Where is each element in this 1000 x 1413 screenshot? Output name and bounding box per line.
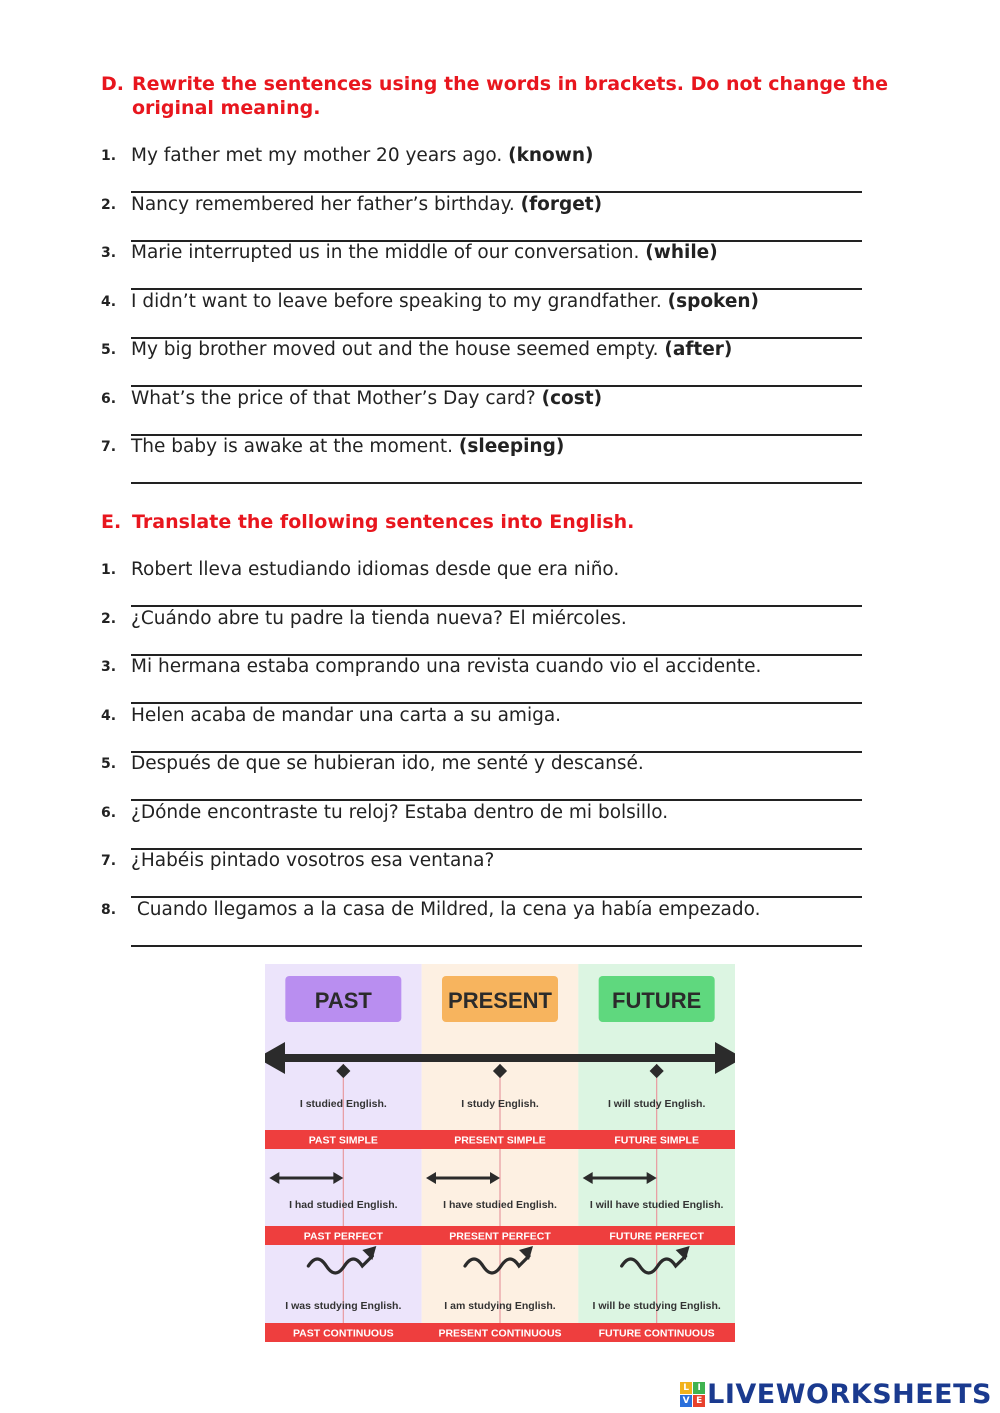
item-number: 7. — [101, 439, 117, 455]
section-e-item-1 — [101, 559, 871, 607]
logo-tile: L — [680, 1382, 692, 1394]
tense-label: FUTURE CONTINUOUS — [598, 1327, 715, 1340]
sentence-text: Helen acaba de mandar una carta a su amiga. — [131, 704, 562, 726]
sentence-text: My father met my mother 20 years ago. — [131, 145, 509, 166]
tense-label: PAST CONTINUOUS — [292, 1327, 394, 1340]
tense-timeline-chart — [265, 964, 735, 1342]
tense-title: FUTURE — [612, 988, 702, 1013]
tense-title: PRESENT — [448, 988, 552, 1013]
simple-example: I studied English. — [299, 1098, 387, 1110]
answer-input[interactable] — [131, 828, 862, 850]
tense-label: PAST SIMPLE — [308, 1134, 378, 1147]
section-e-item-4 — [101, 705, 871, 753]
tense-label: FUTURE SIMPLE — [614, 1134, 699, 1147]
bracket-keyword: (while) — [645, 242, 718, 263]
tense-label: PRESENT CONTINUOUS — [438, 1327, 562, 1340]
tense-title: PAST — [314, 988, 372, 1013]
section-e-item-6 — [101, 802, 871, 850]
section-d-letter: D. — [101, 73, 124, 95]
item-sentence — [131, 559, 619, 581]
bracket-keyword: (forget) — [520, 193, 603, 215]
sentence-text: ¿Habéis pintado vosotros esa ventana? — [131, 850, 495, 871]
answer-input[interactable] — [131, 585, 862, 607]
item-sentence — [131, 242, 718, 264]
sentence-text: ¿Dónde encontraste tu reloj? Estaba dentro de mi bolsillo. — [131, 801, 669, 823]
bracket-keyword: (after) — [664, 339, 733, 360]
sentence-text: My big brother moved out and the house seemed empty. — [131, 339, 665, 360]
perfect-example: I have studied English. — [443, 1199, 557, 1211]
section-e-item-2 — [101, 608, 871, 656]
answer-input[interactable] — [131, 414, 862, 436]
item-number: 2. — [101, 196, 117, 213]
bracket-keyword: (sleeping) — [458, 436, 565, 457]
brand-name: LIVEWORKSHEETS — [707, 1378, 992, 1410]
item-sentence — [131, 802, 668, 824]
section-e-item-5 — [101, 753, 871, 801]
sentence-text: ¿Cuándo abre tu padre la tienda nueva? El miércoles. — [131, 607, 627, 629]
item-sentence — [131, 899, 761, 921]
item-sentence — [131, 145, 593, 167]
answer-input[interactable] — [131, 220, 862, 242]
logo-tile: E — [693, 1395, 705, 1407]
answer-input[interactable] — [131, 682, 862, 704]
sentence-text: Mi hermana estaba comprando una revista cuando vio el accidente. — [131, 656, 762, 677]
perfect-example: I will have studied English. — [589, 1199, 724, 1211]
liveworksheets-logo-icon — [680, 1382, 705, 1407]
answer-input[interactable] — [131, 876, 862, 898]
sentence-text: Nancy remembered her father’s birthday. — [131, 193, 521, 215]
sentence-text: The baby is awake at the moment. — [131, 436, 459, 457]
section-d-item-3 — [101, 242, 871, 290]
sentence-text: I didn’t want to leave before speaking to my grandfather. — [131, 290, 668, 312]
bracket-keyword: (spoken) — [667, 290, 760, 312]
answer-input[interactable] — [131, 317, 862, 339]
section-e-item-3 — [101, 656, 871, 704]
continuous-example: I will be studying English. — [592, 1300, 721, 1312]
section-d-item-5 — [101, 339, 871, 387]
answer-input[interactable] — [131, 731, 862, 753]
bracket-keyword: (known) — [508, 145, 594, 166]
item-sentence — [131, 705, 561, 727]
item-number: 2. — [101, 610, 117, 627]
item-sentence — [131, 388, 602, 410]
item-sentence — [131, 194, 602, 216]
item-number: 6. — [101, 390, 117, 407]
section-d-item-4 — [101, 291, 871, 339]
section-e-item-7 — [101, 850, 871, 898]
item-number: 1. — [101, 562, 117, 578]
simple-example: I study English. — [461, 1098, 539, 1110]
item-sentence — [131, 608, 627, 630]
answer-input[interactable] — [131, 365, 862, 387]
item-number: 3. — [101, 245, 117, 261]
item-sentence — [131, 850, 494, 872]
answer-input[interactable] — [131, 925, 862, 947]
continuous-example: I am studying English. — [444, 1300, 556, 1312]
item-number: 7. — [101, 853, 117, 869]
item-sentence — [131, 291, 759, 313]
sentence-text: Después de que se hubieran ido, me senté y descansé. — [131, 753, 644, 774]
item-number: 1. — [101, 148, 117, 164]
answer-input[interactable] — [131, 634, 862, 656]
answer-input[interactable] — [131, 779, 862, 801]
item-number: 6. — [101, 804, 117, 821]
sentence-text: Marie interrupted us in the middle of our conversation. — [131, 242, 646, 263]
section-d-instruction: Rewrite the sentences using the words in brackets. Do not change the original meaning. — [132, 73, 889, 119]
section-d-item-6 — [101, 388, 871, 436]
perfect-example: I had studied English. — [289, 1199, 398, 1211]
item-sentence — [131, 339, 732, 361]
answer-input[interactable] — [131, 171, 862, 193]
continuous-example: I was studying English. — [285, 1300, 402, 1312]
item-number: 3. — [101, 659, 117, 675]
logo-tile: V — [680, 1395, 692, 1407]
tense-label: PRESENT PERFECT — [449, 1230, 551, 1243]
item-sentence — [131, 753, 644, 775]
logo-tile: I — [693, 1382, 705, 1394]
section-e-letter: E. — [101, 511, 122, 533]
tense-label: FUTURE PERFECT — [609, 1230, 704, 1243]
liveworksheets-brand — [680, 1378, 992, 1410]
answer-input[interactable] — [131, 462, 862, 484]
tense-label: PAST PERFECT — [303, 1230, 383, 1243]
sentence-text: Cuando llegamos a la casa de Mildred, la cena ya había empezado. — [131, 898, 761, 920]
section-e-instruction: Translate the following sentences into English. — [132, 511, 635, 533]
answer-input[interactable] — [131, 268, 862, 290]
item-number: 4. — [101, 707, 117, 724]
simple-example: I will study English. — [607, 1098, 706, 1110]
sentence-text: What’s the price of that Mother’s Day card? — [131, 387, 542, 409]
item-sentence — [131, 436, 564, 458]
section-d-item-7 — [101, 436, 871, 484]
section-d-item-1 — [101, 145, 871, 193]
section-d-item-2 — [101, 194, 871, 242]
item-number: 8. — [101, 901, 117, 918]
sentence-text: Robert lleva estudiando idiomas desde que era niño. — [131, 559, 620, 580]
item-number: 5. — [101, 342, 117, 358]
section-e-item-8 — [101, 899, 871, 947]
item-number: 5. — [101, 756, 117, 772]
item-number: 4. — [101, 293, 117, 310]
bracket-keyword: (cost) — [541, 387, 603, 409]
tense-label: PRESENT SIMPLE — [454, 1134, 546, 1147]
item-sentence — [131, 656, 761, 678]
